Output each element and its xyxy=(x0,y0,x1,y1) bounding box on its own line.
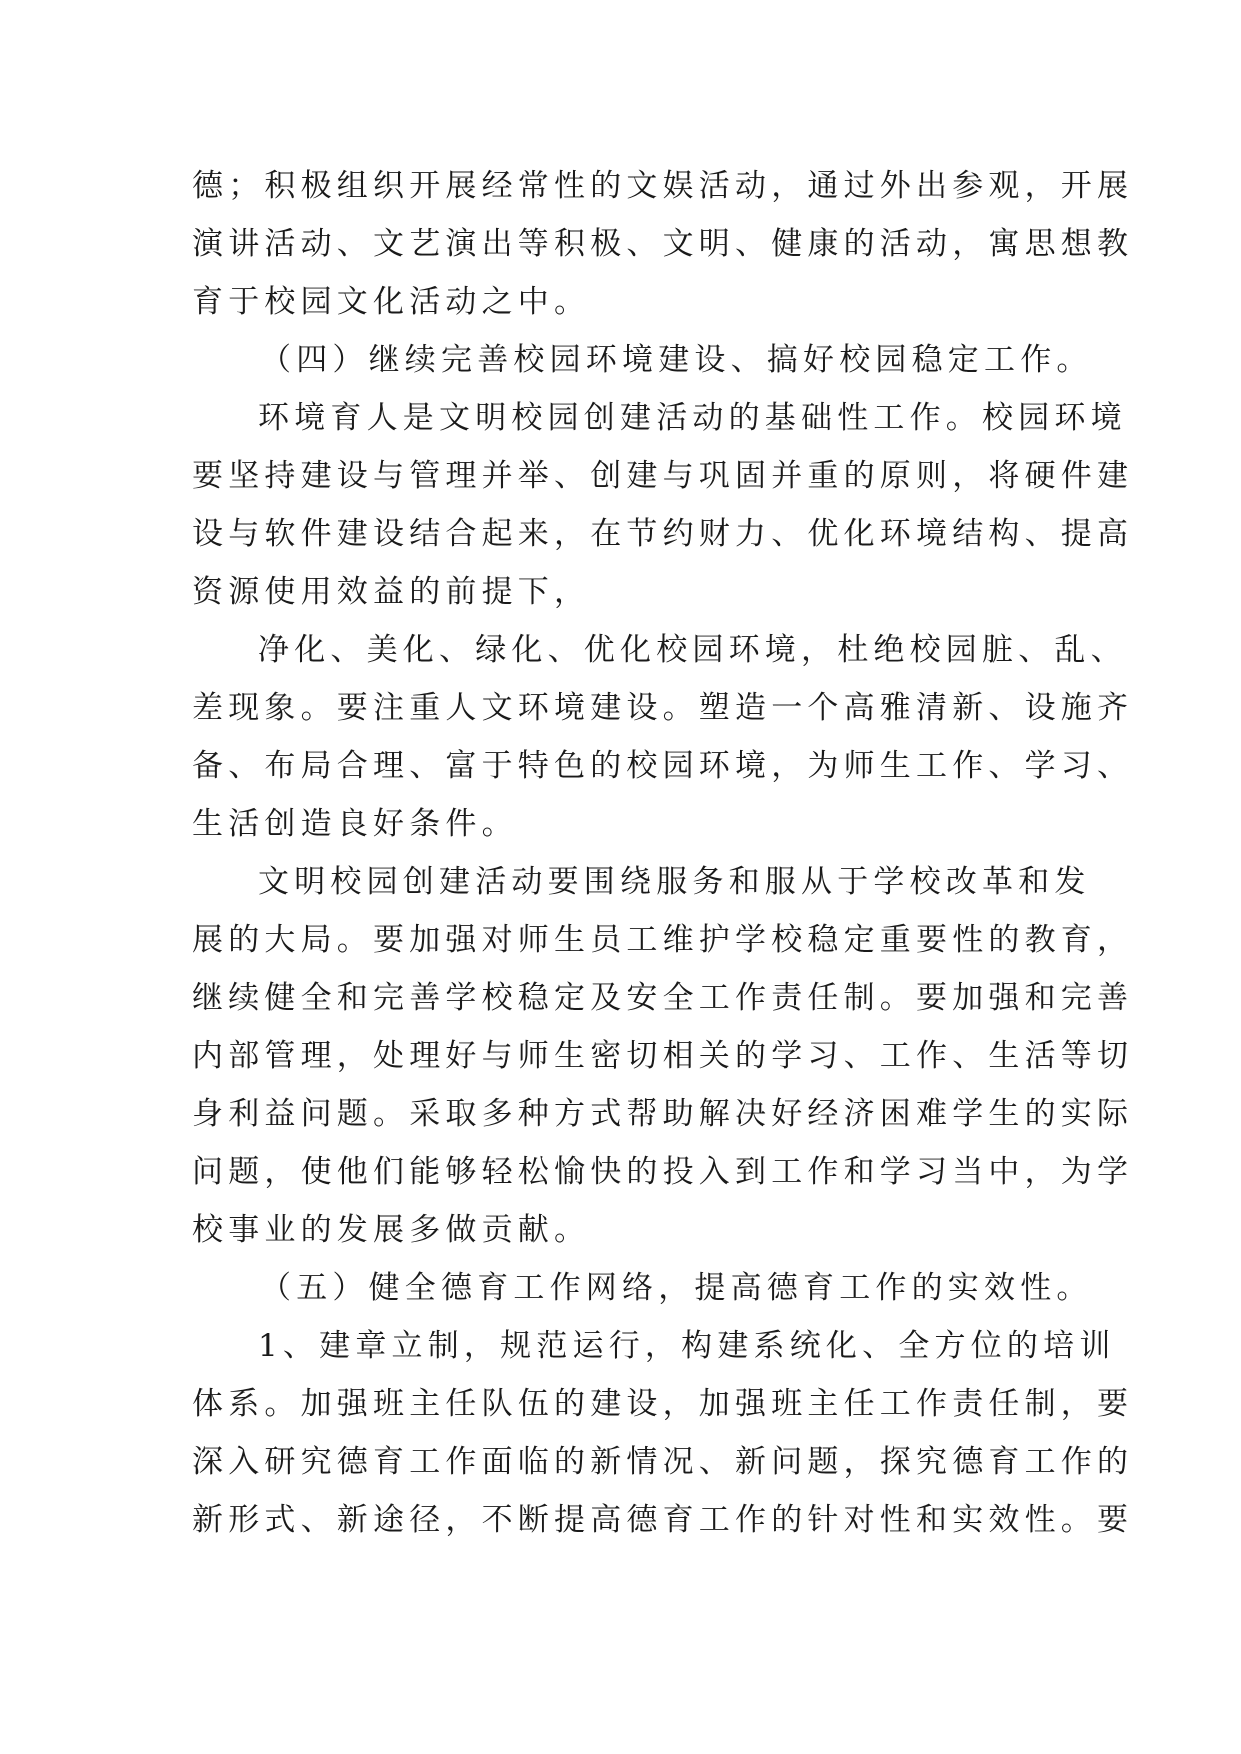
paragraph-first-line: 环境育人是文明校园创建活动的基础性工作。校园环境 xyxy=(258,400,1127,436)
text-line: 育于校园文化活动之中。 xyxy=(192,284,591,320)
text-line: 体系。加强班主任队伍的建设，加强班主任工作责任制，要 xyxy=(192,1386,1134,1422)
text-line: 展的大局。要加强对师生员工维护学校稳定重要性的教育， xyxy=(192,922,1134,958)
text-line: 差现象。要注重人文环境建设。塑造一个高雅清新、设施齐 xyxy=(192,690,1134,726)
text-line: 校事业的发展多做贡献。 xyxy=(192,1212,591,1248)
text-line: 设与软件建设结合起来，在节约财力、优化环境结构、提高 xyxy=(192,516,1134,552)
text-line: 新形式、新途径，不断提高德育工作的针对性和实效性。要 xyxy=(192,1502,1134,1538)
text-line: 要坚持建设与管理并举、创建与巩固并重的原则，将硬件建 xyxy=(192,458,1134,494)
text-line: 内部管理，处理好与师生密切相关的学习、工作、生活等切 xyxy=(192,1038,1134,1074)
paragraph-first-line: 文明校园创建活动要围绕服务和服从于学校改革和发 xyxy=(258,864,1091,900)
text-line: 身利益问题。采取多种方式帮助解决好经济困难学生的实际 xyxy=(192,1096,1134,1132)
paragraph-first-line: 净化、美化、绿化、优化校园环境，杜绝校园脏、乱、 xyxy=(258,632,1127,668)
section-heading: （四）继续完善校园环境建设、搞好校园稳定工作。 xyxy=(260,342,1093,378)
text-line: 备、布局合理、富于特色的校园环境，为师生工作、学习、 xyxy=(192,748,1134,784)
text-line: 问题，使他们能够轻松愉快的投入到工作和学习当中，为学 xyxy=(192,1154,1134,1190)
text-line: 资源使用效益的前提下， xyxy=(192,574,591,610)
text-line: 深入研究德育工作面临的新情况、新问题，探究德育工作的 xyxy=(192,1444,1134,1480)
text-line: 德；积极组织开展经常性的文娱活动，通过外出参观，开展 xyxy=(192,168,1134,204)
section-heading: （五）健全德育工作网络，提高德育工作的实效性。 xyxy=(260,1270,1093,1306)
text-line: 继续健全和完善学校稳定及安全工作责任制。要加强和完善 xyxy=(192,980,1134,1016)
paragraph-first-line: 1、建章立制，规范运行，构建系统化、全方位的培训 xyxy=(258,1328,1116,1364)
text-line: 演讲活动、文艺演出等积极、文明、健康的活动，寓思想教 xyxy=(192,226,1134,262)
text-line: 生活创造良好条件。 xyxy=(192,806,518,842)
